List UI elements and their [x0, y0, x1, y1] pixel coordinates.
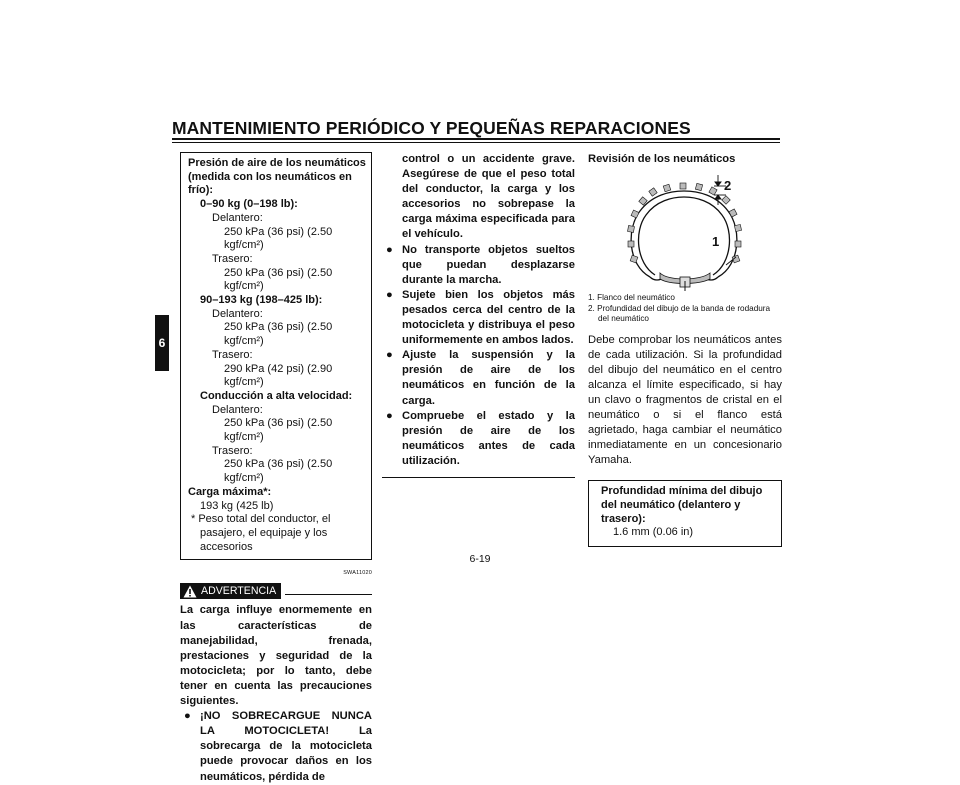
load2-front-label: Delantero:	[212, 307, 263, 320]
page-title: MANTENIMIENTO PERIÓDICO Y PEQUEÑAS REPARACIONES	[172, 118, 691, 138]
load1-label: 0–90 kg (0–198 lb):	[200, 198, 298, 211]
maxload-label: Carga máxima*:	[188, 485, 272, 498]
load1-front-label: Delantero:	[212, 211, 263, 224]
bullet-dot-icon: ●	[386, 288, 393, 301]
load2-rear-value: 290 kPa (42 psi) (2.90 kgf/cm²)	[224, 362, 333, 389]
tire-pressure-spec-box	[180, 152, 372, 560]
left-column	[180, 152, 372, 785]
spec-title-line2: (medida con los neumáticos en frío):	[188, 170, 352, 197]
warning-header	[180, 583, 372, 599]
warning-rule	[285, 587, 372, 595]
highspeed-front-value: 250 kPa (36 psi) (2.50 kgf/cm²)	[224, 417, 333, 444]
warning-bullet-5-text: Compruebe el estado y la presión de aire de los neumáticos antes de cada utilización.	[402, 409, 575, 467]
warning-bullet-2-text: No transporte objetos sueltos que puedan desplazarse durante la marcha.	[402, 243, 575, 286]
load2-rear-label: Trasero:	[212, 348, 253, 361]
maxload-value: 193 kg (425 lb)	[200, 499, 274, 512]
bullet-dot-icon: ●	[386, 243, 393, 256]
load1-rear-label: Trasero:	[212, 252, 253, 265]
warning-bullet-3	[382, 288, 575, 348]
load1-front-value: 250 kPa (36 psi) (2.50 kgf/cm²)	[224, 225, 333, 252]
highspeed-rear-value: 250 kPa (36 psi) (2.50 kgf/cm²)	[224, 458, 333, 485]
figure-legend	[588, 293, 782, 325]
legend-item-2: 2. Profundidad del dibujo de la banda de rodadura del neumático	[588, 303, 771, 324]
warning-bullet-2	[382, 243, 575, 288]
right-column	[588, 152, 782, 547]
warning-bullet-3-text: Sujete bien los objetos más pesados cerca del centro de la motocicleta y distribuya el peso uniformemente en ambos lados.	[402, 288, 575, 347]
bullet-dot-icon: ●	[386, 349, 393, 362]
chapter-tab: 6	[155, 315, 169, 371]
highspeed-front-label: Delantero:	[212, 403, 263, 416]
header-rule	[172, 138, 780, 140]
warning-intro: La carga influye enormemente en las características de manejabilidad, frenada, prestaciones y seguridad de la motocicleta; por lo tanto, debe tener en cuenta las precauciones siguientes.	[180, 604, 372, 708]
callout-2: 2	[724, 178, 732, 193]
load2-label: 90–193 kg (198–425 lb):	[200, 294, 323, 307]
warning-badge-label: ADVERTENCIA	[201, 584, 277, 597]
tire-check-body: Debe comprobar los neumáticos antes de cada utilización. Si la profundidad del dibujo del neumático en el centro alcanza el límite especificado, si hay un clavo o fragmentos de cristal en el neumático o si el flanco está agrietado, haga cambiar el neumático inmediatamente en un concesionario Yamaha.	[588, 333, 782, 467]
highspeed-label: Conducción a alta velocidad:	[200, 389, 353, 402]
tire-cross-section-figure	[588, 173, 782, 291]
tread-depth-spec-value: 1.6 mm (0.06 in)	[613, 526, 694, 539]
page-number: 6-19	[469, 553, 491, 565]
warning-badge	[180, 583, 281, 599]
maxload-footnote: * Peso total del conductor, el pasajero, el equipaje y los accesorios	[191, 513, 331, 553]
callout-1: 1	[712, 234, 720, 249]
load1-rear-value: 250 kPa (36 psi) (2.50 kgf/cm²)	[224, 266, 333, 293]
middle-column	[382, 152, 575, 478]
warning-end-rule	[382, 477, 575, 478]
load2-front-value: 250 kPa (36 psi) (2.50 kgf/cm²)	[224, 321, 333, 348]
tire-check-title: Revisión de los neumáticos	[588, 153, 736, 165]
tread-depth-spec-box	[588, 480, 782, 546]
warning-triangle-icon	[183, 585, 197, 598]
warning-bullet-1-text: ¡NO SOBRECARGUE NUNCA LA MOTOCICLETA! La sobrecarga de la motocicleta puede provocar daños en los neumáticos, pérdida de	[200, 710, 372, 783]
warning-code: SWA11020	[343, 570, 372, 577]
bullet-dot-icon: ●	[184, 710, 191, 723]
tread-depth-spec-title: Profundidad mínima del dibujo del neumático (delantero y trasero):	[601, 485, 763, 525]
warning-bullet-4-text: Ajuste la suspensión y la presión de aire de los neumáticos en función de la carga.	[402, 349, 575, 407]
warning-bullet-4	[382, 348, 575, 408]
highspeed-rear-label: Trasero:	[212, 444, 253, 457]
spec-title-line1: Presión de aire de los neumáticos	[188, 157, 366, 169]
warning-bullet-5	[382, 409, 575, 469]
warning-bullet-1-continued: control o un accidente grave. Asegúrese de que el peso total del conductor, la carga y los accesorios no sobrepase la carga máxima especificada para el vehículo.	[402, 153, 575, 241]
warning-bullet-1	[180, 709, 372, 784]
header-rule-thin	[172, 142, 780, 143]
legend-item-1: 1. Flanco del neumático	[588, 293, 675, 303]
bullet-dot-icon: ●	[386, 409, 393, 422]
